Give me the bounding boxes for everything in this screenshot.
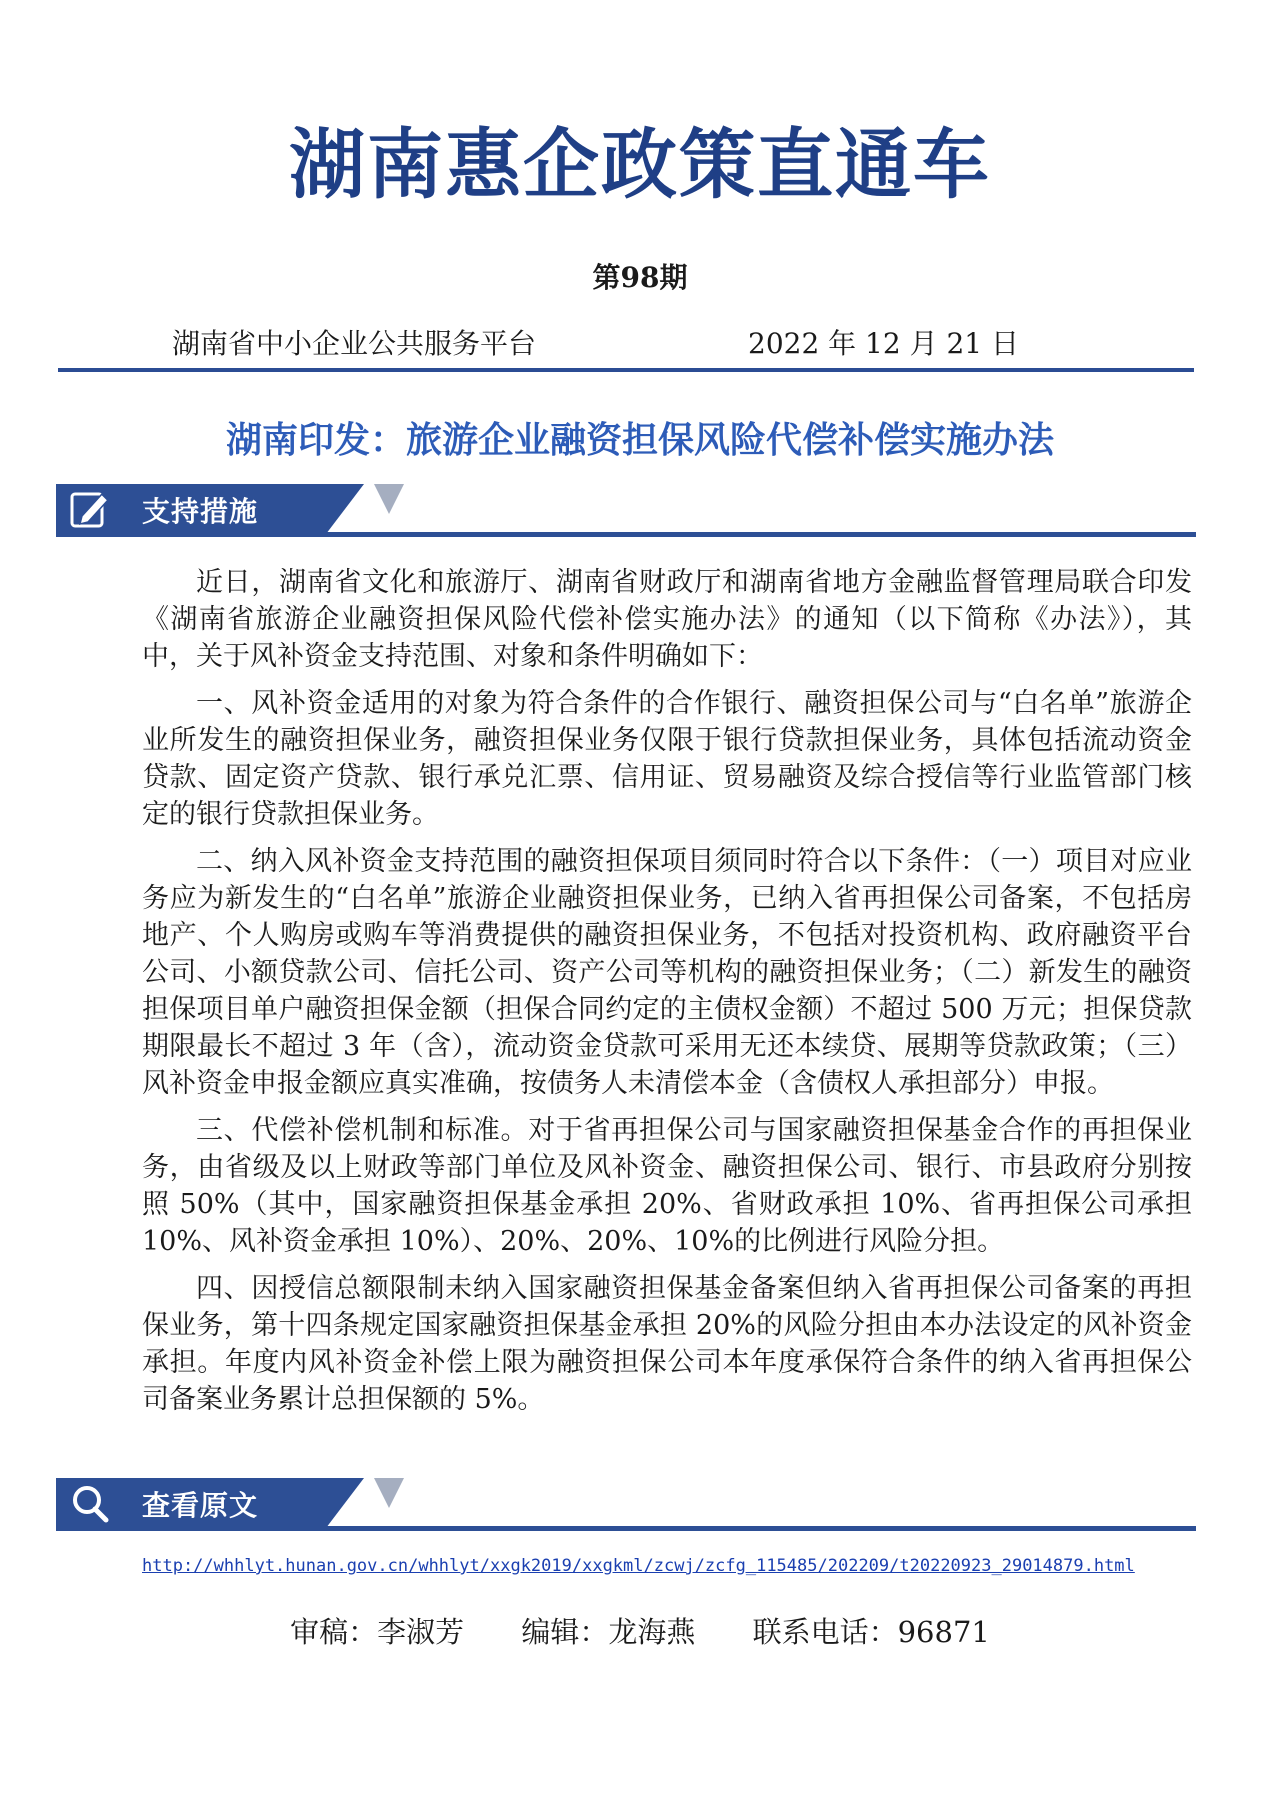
- pen-paper-icon: [68, 488, 112, 530]
- section-header-support: [56, 484, 1196, 538]
- paragraph-4: 四、因授信总额限制未纳入国家融资担保基金备案但纳入省再担保公司备案的再担保业务，第十四条规定国家融资担保基金承担 20%的风险分担由本办法设定的风补资金承担。年度内风补资金补偿上限为融资担保公司本年度承保符合条件的纳入省再担保公司备案业务累计总担保额的 5%。: [142, 1273, 1192, 1415]
- section-triangle-decoration: [374, 1478, 404, 1508]
- footer-credits: [0, 1610, 1280, 1651]
- section-header-original: [56, 1478, 1196, 1532]
- section-triangle-decoration: [374, 484, 404, 514]
- publish-date: 2022 年 12 月 21 日: [748, 327, 1020, 360]
- section-label-support: 支持措施: [142, 495, 259, 528]
- paragraph-2: 二、纳入风补资金支持范围的融资担保项目须同时符合以下条件：（一）项目对应业务应为新发生的“白名单”旅游企业融资担保业务，已纳入省再担保公司备案，不包括房地产、个人购房或购车等消费提供的融资担保业务，不包括对投资机构、政府融资平台公司、小额贷款公司、信托公司、资产公司等机构的融资担保业务；（二）新发生的融资担保项目单户融资担保金额（担保合同约定的主债权金额）不超过 500 万元；担保贷款期限最长不超过 3 年（含），流动资金贷款可采用无还本续贷、展期等贷款政策；（三）风补资金申报金额应真实准确，按债务人未清偿本金（含债权人承担部分）申报。: [142, 846, 1192, 1099]
- editor-credit: 编辑：龙海燕: [521, 1615, 696, 1649]
- paragraph-1: 一、风补资金适用的对象为符合条件的合作银行、融资担保公司与“白名单”旅游企业所发生的融资担保业务，融资担保业务仅限于银行贷款担保业务，具体包括流动资金贷款、固定资产贷款、银行承兑汇票、信用证、贸易融资及综合授信等行业监管部门核定的银行贷款担保业务。: [142, 688, 1192, 830]
- article-headline: 湖南印发：旅游企业融资担保风险代偿补偿实施办法: [225, 420, 1054, 461]
- section-label-original: 查看原文: [142, 1489, 259, 1522]
- article-body: [142, 564, 1192, 1428]
- paragraph-intro: 近日，湖南省文化和旅游厅、湖南省财政厅和湖南省地方金融监督管理局联合印发《湖南省旅游企业融资担保风险代偿补偿实施办法》的通知（以下简称《办法》），其中，关于风补资金支持范围、对象和条件明确如下：: [142, 567, 1192, 672]
- reviewer-credit: 审稿：李淑芳: [290, 1615, 465, 1649]
- source-link[interactable]: http://whhlyt.hunan.gov.cn/whhlyt/xxgk2019/xxgkml/zcwj/zcfg_115485/202209/t20220923_29014879.html: [142, 1556, 1135, 1576]
- contact-phone: 联系电话：96871: [752, 1615, 990, 1649]
- paragraph-3: 三、代偿补偿机制和标准。对于省再担保公司与国家融资担保基金合作的再担保业务，由省级及以上财政等部门单位及风补资金、融资担保公司、银行、市县政府分别按照 50%（其中，国家融资担保基金承担 20%、省财政承担 10%、省再担保公司承担 10%、风补资金承担 10%）、20%、20%、10%的比例进行风险分担。: [142, 1115, 1192, 1257]
- header-divider: [58, 368, 1194, 372]
- publisher-name: 湖南省中小企业公共服务平台: [172, 327, 537, 360]
- magnifier-icon: [68, 1482, 112, 1524]
- masthead-title: 湖南惠企政策直通车: [289, 120, 991, 209]
- issue-number: 第98期: [592, 261, 688, 294]
